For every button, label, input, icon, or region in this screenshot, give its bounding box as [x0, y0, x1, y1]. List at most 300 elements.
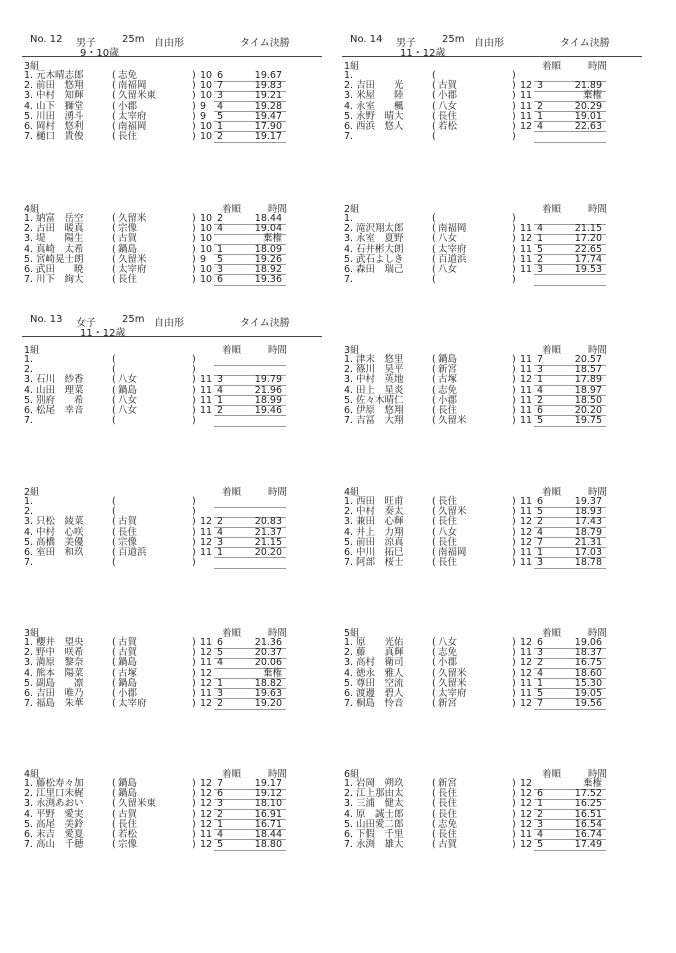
paren-close: ) — [512, 677, 516, 689]
lane-number: 2. — [24, 506, 34, 518]
swimmer-age: 10 — [200, 131, 213, 143]
swimmer-name: 中村 英地 — [356, 374, 404, 386]
team-name: 古賀 — [438, 839, 458, 851]
event-distance: 25m — [442, 34, 465, 45]
finish-time: 20.83 — [254, 516, 282, 528]
finish-time: 16.25 — [574, 798, 602, 810]
swimmer-name: 江里口未梶 — [36, 788, 84, 800]
swimmer-name: 山下 獅堂 — [36, 100, 84, 112]
team-name: 長住 — [118, 526, 138, 538]
paren-close: ) — [512, 778, 516, 789]
finish-rank: 2 — [537, 808, 544, 820]
paren-close: ) — [512, 364, 516, 376]
team-name: 鍋島 — [118, 243, 138, 255]
finish-rank: 6 — [537, 788, 544, 800]
swimmer-name: 古田 暖真 — [36, 223, 84, 235]
swimmer-name: 武田 暁 — [36, 263, 84, 275]
finish-time: 17.52 — [574, 788, 602, 800]
swimmer-name: 吉田 光 — [356, 80, 404, 92]
finish-rank: 6 — [537, 637, 544, 648]
swimmer-name: 武石よしき — [356, 253, 404, 265]
team-name: 南福岡 — [118, 120, 147, 132]
paren-close: ) — [512, 233, 516, 245]
paren-open: ( — [432, 374, 436, 386]
lane-number: 2. — [344, 506, 354, 518]
finish-rank: 3 — [537, 647, 544, 659]
paren-close: ) — [512, 818, 516, 830]
lane-number: 6. — [24, 546, 34, 558]
paren-close: ) — [192, 778, 196, 789]
team-name: 志免 — [438, 818, 458, 830]
paren-open: ( — [112, 506, 116, 518]
team-name: 小郡 — [438, 394, 458, 406]
swimmer-age: 12 — [200, 698, 213, 710]
finish-time: 17.89 — [574, 374, 602, 386]
heat-block — [22, 201, 322, 285]
team-name: 小郡 — [438, 90, 458, 102]
finish-time: 19.53 — [574, 263, 602, 275]
team-name: 鍋島 — [118, 657, 138, 669]
swimmer-name: 津末 悠里 — [356, 354, 404, 365]
finish-rank: 6 — [217, 637, 224, 648]
team-name: 八女 — [438, 233, 458, 245]
rank-header: 着順 — [542, 628, 562, 639]
swimmer-age: 10 — [200, 274, 213, 286]
paren-open: ( — [432, 698, 436, 710]
heat-name: 1組 — [344, 61, 360, 72]
heat-block — [342, 58, 642, 142]
paren-open: ( — [112, 384, 116, 396]
event-block — [22, 312, 322, 337]
swimmer-name: 石川 紗香 — [36, 374, 84, 386]
team-name: 宗像 — [118, 223, 138, 235]
team-name: 古塚 — [438, 374, 458, 386]
lane-number: 2. — [24, 788, 34, 800]
finish-time: 棄権 — [262, 667, 282, 679]
swimmer-age: 12 — [200, 839, 213, 851]
finish-rank: 5 — [217, 839, 224, 851]
paren-close: ) — [192, 263, 196, 275]
team-name: 八女 — [438, 637, 458, 648]
result-row — [22, 497, 322, 507]
paren-close: ) — [192, 404, 196, 416]
result-row — [342, 132, 642, 142]
paren-close: ) — [512, 828, 516, 840]
finish-rank: 2 — [217, 698, 224, 710]
swimmer-age: 12 — [200, 677, 213, 689]
swimmer-age: 12 — [520, 80, 533, 92]
paren-open: ( — [112, 233, 116, 245]
paren-open: ( — [432, 506, 436, 518]
rank-header: 着順 — [222, 769, 242, 780]
paren-open: ( — [112, 778, 116, 789]
finish-rank: 2 — [537, 394, 544, 406]
paren-close: ) — [512, 213, 516, 224]
heat-name: 4組 — [344, 487, 360, 498]
finish-rank: 4 — [217, 657, 224, 669]
swimmer-age: 12 — [200, 516, 213, 528]
finish-time: 19.67 — [254, 70, 282, 81]
swimmer-age: 12 — [520, 657, 533, 669]
time-header: 時間 — [268, 628, 288, 639]
swimmer-age: 11 — [200, 526, 213, 538]
team-name: 太宰府 — [438, 687, 467, 699]
swimmer-name: 三浦 健太 — [356, 798, 404, 810]
paren-open: ( — [112, 496, 116, 507]
paren-open: ( — [112, 354, 116, 365]
swimmer-age: 10 — [200, 263, 213, 275]
paren-open: ( — [432, 667, 436, 679]
finish-time: 18.80 — [254, 839, 282, 851]
finish-rank: 3 — [217, 798, 224, 810]
lane-number: 4. — [24, 808, 34, 820]
heat-name: 3組 — [24, 61, 40, 72]
finish-rank: 1 — [217, 818, 224, 830]
finish-time: 18.99 — [254, 394, 282, 406]
lane-number: 7. — [24, 839, 34, 851]
finish-rank: 3 — [217, 536, 224, 548]
swimmer-age: 12 — [520, 637, 533, 648]
result-row — [342, 416, 642, 426]
swimmer-age: 10 — [200, 120, 213, 132]
event-number: No. 14 — [350, 34, 383, 45]
swimmer-age: 10 — [200, 90, 213, 102]
finish-time: 19.56 — [574, 698, 602, 710]
finish-rank: 2 — [537, 516, 544, 528]
finish-rank: 6 — [217, 70, 224, 81]
paren-open: ( — [432, 798, 436, 810]
swimmer-age: 12 — [520, 516, 533, 528]
paren-close: ) — [192, 131, 196, 143]
swimmer-name: 滝沢翔太郎 — [356, 223, 404, 235]
result-row — [22, 840, 322, 850]
paren-close: ) — [192, 364, 196, 376]
lane-number: 2. — [24, 647, 34, 659]
lane-number: 5. — [344, 253, 354, 265]
paren-close: ) — [192, 546, 196, 558]
finish-rank: 4 — [537, 223, 544, 235]
team-name: 鍋島 — [118, 778, 138, 789]
swimmer-name: 江上那由太 — [356, 788, 404, 800]
paren-open: ( — [432, 828, 436, 840]
finish-rank: 4 — [217, 100, 224, 112]
finish-time: 16.51 — [574, 808, 602, 820]
paren-open: ( — [432, 100, 436, 112]
swimmer-name: 桐島 怜音 — [356, 698, 404, 710]
event-number: No. 13 — [30, 314, 63, 325]
lane-number: 3. — [344, 657, 354, 669]
finish-rank: 7 — [537, 536, 544, 548]
finish-rank: 2 — [217, 404, 224, 416]
paren-close: ) — [512, 120, 516, 132]
paren-close: ) — [192, 110, 196, 122]
result-underline — [534, 850, 606, 851]
lane-number: 3. — [24, 516, 34, 528]
swimmer-age: 11 — [520, 557, 533, 569]
heat-name: 1組 — [24, 345, 40, 356]
swimmer-age: 11 — [520, 415, 533, 427]
swimmer-age: 11 — [520, 223, 533, 235]
swimmer-age: 11 — [200, 374, 213, 386]
finish-time: 21.37 — [254, 526, 282, 538]
finish-rank: 1 — [217, 243, 224, 255]
swimmer-name: 篠川 昊平 — [356, 364, 404, 376]
event-header — [22, 32, 322, 57]
swimmer-name: 樋口 貴俊 — [36, 131, 84, 143]
paren-close: ) — [192, 637, 196, 648]
paren-close: ) — [512, 657, 516, 669]
finish-time: 19.75 — [574, 415, 602, 427]
paren-open: ( — [112, 120, 116, 132]
time-header: 時間 — [268, 204, 288, 215]
paren-close: ) — [192, 243, 196, 255]
time-header: 時間 — [268, 769, 288, 780]
swimmer-age: 10 — [200, 70, 213, 81]
team-name: 小郡 — [118, 687, 138, 699]
lane-number: 3. — [24, 657, 34, 669]
swimmer-age: 11 — [520, 496, 533, 507]
paren-close: ) — [512, 100, 516, 112]
swimmer-name: 中村 奏太 — [356, 506, 404, 518]
paren-close: ) — [192, 80, 196, 92]
paren-close: ) — [512, 243, 516, 255]
swimmer-age: 11 — [200, 687, 213, 699]
paren-close: ) — [192, 808, 196, 820]
finish-time: 19.83 — [254, 80, 282, 92]
swimmer-name: 元木晴志郎 — [36, 70, 84, 81]
finish-rank: 1 — [217, 120, 224, 132]
team-name: 宗像 — [118, 839, 138, 851]
finish-time: 棄権 — [262, 233, 282, 245]
paren-open: ( — [432, 778, 436, 789]
paren-open: ( — [112, 70, 116, 81]
swimmer-name: 山田愛二郎 — [356, 818, 404, 830]
lane-number: 7. — [344, 839, 354, 851]
team-name: 南福岡 — [118, 80, 147, 92]
paren-close: ) — [192, 496, 196, 507]
paren-open: ( — [432, 233, 436, 245]
rank-header: 着順 — [542, 769, 562, 780]
team-name: 新宮 — [438, 698, 458, 710]
finish-time: 18.82 — [254, 677, 282, 689]
swimmer-name: 前田 悠翔 — [36, 80, 84, 92]
paren-close: ) — [192, 657, 196, 669]
paren-open: ( — [432, 818, 436, 830]
lane-number: 3. — [344, 90, 354, 102]
result-row — [22, 416, 322, 426]
team-name: 長住 — [118, 818, 138, 830]
finish-time: 22.63 — [574, 120, 602, 132]
lane-number: 4. — [344, 667, 354, 679]
finish-time: 19.46 — [254, 404, 282, 416]
swimmer-name: 高尾 美鈴 — [36, 818, 84, 830]
paren-open: ( — [112, 818, 116, 830]
swimmer-age: 11 — [520, 828, 533, 840]
paren-close: ) — [192, 90, 196, 102]
heat-name: 2組 — [24, 487, 40, 498]
swimmer-name: 永室 夏野 — [356, 233, 404, 245]
paren-open: ( — [432, 274, 436, 286]
paren-open: ( — [112, 131, 116, 143]
result-row — [342, 558, 642, 568]
finish-time: 16.54 — [574, 818, 602, 830]
lane-number: 7. — [344, 698, 354, 710]
team-name: 若松 — [438, 120, 458, 132]
lane-number: 7. — [24, 698, 34, 710]
swimmer-age: 11 — [520, 253, 533, 265]
finish-rank: 2 — [537, 657, 544, 669]
lane-number: 3. — [344, 233, 354, 245]
paren-open: ( — [432, 263, 436, 275]
swimmer-age: 12 — [520, 798, 533, 810]
swimmer-name: 永渕 雄大 — [356, 839, 404, 851]
swimmer-age: 11 — [520, 384, 533, 396]
lane-number: 5. — [344, 818, 354, 830]
lane-number: 1. — [344, 637, 354, 648]
finish-rank: 1 — [537, 677, 544, 689]
paren-close: ) — [192, 354, 196, 365]
lane-number: 2. — [24, 364, 34, 376]
finish-time: 20.06 — [254, 657, 282, 669]
result-row — [22, 558, 322, 568]
finish-time: 21.96 — [254, 384, 282, 396]
finish-rank: 3 — [537, 80, 544, 92]
result-underline — [534, 142, 606, 143]
finish-time: 棄権 — [582, 778, 602, 789]
finish-time: 19.06 — [574, 637, 602, 648]
finish-time: 18.78 — [574, 557, 602, 569]
paren-close: ) — [512, 637, 516, 648]
swimmer-age: 11 — [200, 404, 213, 416]
heat-block — [22, 58, 322, 142]
finish-time: 20.37 — [254, 647, 282, 659]
finish-time: 15.30 — [574, 677, 602, 689]
paren-open: ( — [112, 526, 116, 538]
swimmer-name: 吉田 唯乃 — [36, 687, 84, 699]
event-stroke: 自由形 — [474, 38, 504, 49]
swimmer-name: 堤 陽生 — [36, 233, 84, 245]
paren-open: ( — [112, 110, 116, 122]
paren-close: ) — [192, 223, 196, 235]
swimmer-name: 真崎 太希 — [36, 243, 84, 255]
paren-close: ) — [512, 404, 516, 416]
paren-close: ) — [512, 536, 516, 548]
swimmer-age: 11 — [520, 110, 533, 122]
event-header — [342, 32, 642, 57]
paren-open: ( — [112, 100, 116, 112]
lane-number: 2. — [24, 223, 34, 235]
paren-close: ) — [512, 70, 516, 81]
lane-number: 3. — [344, 516, 354, 528]
lane-number: 5. — [24, 253, 34, 265]
team-name: 百道浜 — [438, 253, 467, 265]
swimmer-name: 納富 岳空 — [36, 213, 84, 224]
lane-number: 4. — [344, 808, 354, 820]
event-stroke: 自由形 — [154, 318, 184, 329]
finish-time: 19.36 — [254, 274, 282, 286]
finish-rank: 5 — [537, 506, 544, 518]
team-name: 古賀 — [118, 516, 138, 528]
team-name: 小郡 — [438, 657, 458, 669]
team-name: 古賀 — [438, 80, 458, 92]
rank-header: 着順 — [542, 204, 562, 215]
team-name: 久留米 — [438, 506, 467, 518]
time-header: 時間 — [588, 345, 608, 356]
paren-open: ( — [432, 223, 436, 235]
finish-rank: 7 — [217, 778, 224, 789]
finish-time: 19.17 — [254, 131, 282, 143]
time-header: 時間 — [588, 769, 608, 780]
lane-number: 2. — [344, 223, 354, 235]
rank-header: 着順 — [542, 61, 562, 72]
finish-rank: 4 — [217, 384, 224, 396]
heat-name: 4組 — [24, 769, 40, 780]
time-header: 時間 — [588, 628, 608, 639]
lane-number: 4. — [24, 384, 34, 396]
lane-number: 5. — [24, 394, 34, 406]
paren-close: ) — [192, 526, 196, 538]
swimmer-age: 10 — [200, 213, 213, 224]
finish-time: 19.37 — [574, 496, 602, 507]
swimmer-age: 12 — [200, 808, 213, 820]
team-name: 八女 — [438, 526, 458, 538]
paren-close: ) — [512, 526, 516, 538]
paren-open: ( — [112, 687, 116, 699]
result-row — [342, 699, 642, 709]
lane-number: 6. — [344, 120, 354, 132]
paren-close: ) — [192, 415, 196, 427]
paren-open: ( — [432, 557, 436, 569]
team-name: 新宮 — [438, 364, 458, 376]
paren-open: ( — [432, 253, 436, 265]
paren-open: ( — [432, 131, 436, 143]
team-name: 鍋島 — [438, 354, 458, 365]
result-underline — [534, 709, 606, 710]
lane-number: 6. — [24, 828, 34, 840]
paren-close: ) — [192, 557, 196, 569]
swimmer-name: 野中 咲希 — [36, 647, 84, 659]
finish-rank: 2 — [217, 213, 224, 224]
paren-close: ) — [512, 698, 516, 710]
paren-close: ) — [192, 798, 196, 810]
lane-number: 5. — [344, 536, 354, 548]
team-name: 長住 — [438, 496, 458, 507]
team-name: 長住 — [438, 808, 458, 820]
lane-number: 3. — [24, 90, 34, 102]
result-row — [342, 840, 642, 850]
team-name: 長住 — [118, 131, 138, 143]
team-name: 長住 — [438, 110, 458, 122]
lane-number: 4. — [24, 667, 34, 679]
paren-close: ) — [512, 394, 516, 406]
swimmer-age: 10 — [200, 243, 213, 255]
result-row — [22, 132, 322, 142]
paren-close: ) — [512, 788, 516, 800]
swimmer-name: 中村 心咲 — [36, 526, 84, 538]
lane-number: 7. — [344, 131, 354, 143]
lane-number: 2. — [344, 364, 354, 376]
paren-close: ) — [192, 677, 196, 689]
paren-close: ) — [512, 546, 516, 558]
paren-open: ( — [112, 274, 116, 286]
heat-title — [342, 58, 642, 71]
paren-close: ) — [192, 839, 196, 851]
paren-close: ) — [192, 253, 196, 265]
swimmer-name: 石井彬大朗 — [356, 243, 404, 255]
finish-rank: 3 — [537, 557, 544, 569]
team-name: 太宰府 — [438, 243, 467, 255]
lane-number: 6. — [344, 828, 354, 840]
